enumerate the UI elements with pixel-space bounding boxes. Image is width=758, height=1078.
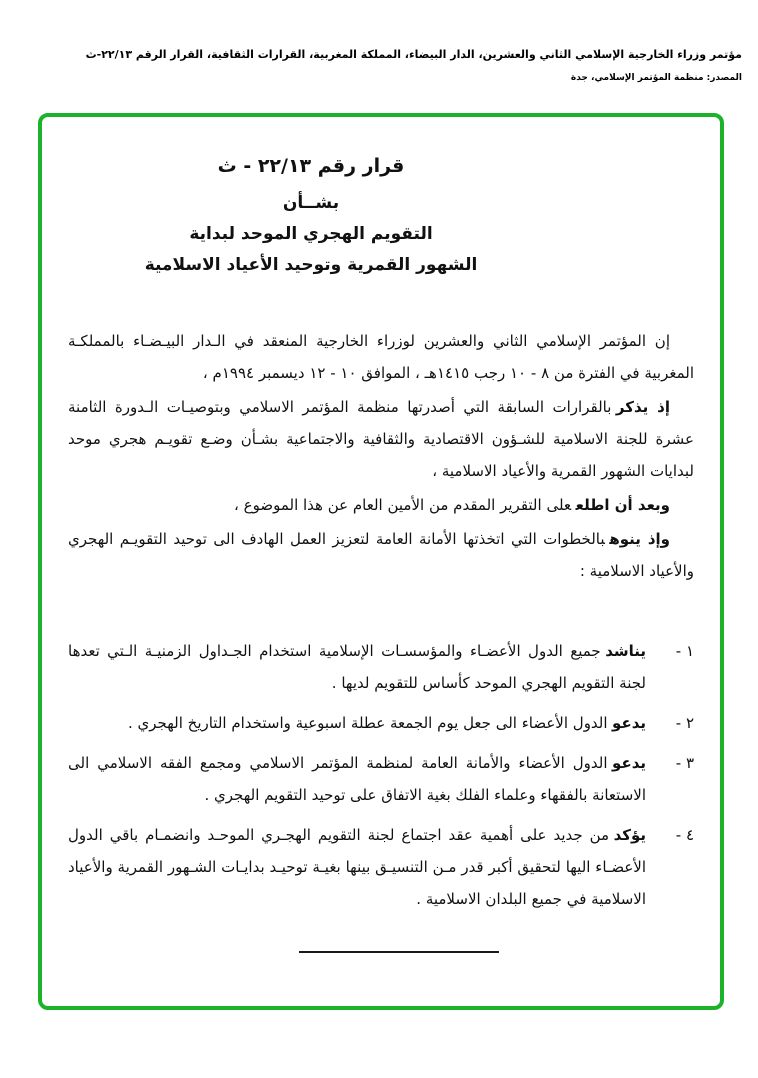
clause-text — [68, 707, 646, 739]
clause-item-3 — [68, 747, 694, 811]
paragraph-text: على التقرير المقدم من الأمين العام عن هذا الموضوع ، — [234, 496, 572, 514]
clause-item-1 — [68, 635, 694, 699]
clause-body: الدول الأعضاء الى جعل يوم الجمعة عطلة اسبوعية واستخدام التاريخ الهجري . — [127, 714, 608, 732]
paragraph-lead: وإذ ينوه — [609, 530, 670, 548]
clause-text — [68, 635, 646, 699]
paragraph-text: بالقرارات السابقة التي أصدرتها منظمة المؤتمر الاسلامي وبتوصيـات الـدورة الثامنة عشرة للجنة الاسلامية للشـؤون الاقتصادية والثقافية والاجتماعية بشـأن وضـع تقويـم هجري موحد لبدايات الشهور القمرية والأعياد الاسلامية ، — [68, 398, 694, 480]
clause-lead: يناشد — [605, 642, 646, 660]
preamble-recalling-paragraph — [68, 391, 694, 487]
clause-number: ٢ - — [675, 714, 694, 732]
header-publisher-line: المصدر: منظمة المؤتمر الإسلامي، جدة — [570, 73, 742, 83]
paragraph-text: بالخطوات التي اتخذتها الأمانة العامة لتعزيز العمل الهادف الى توحيد التقويـم الهجري والأعياد الاسلامية : — [68, 530, 694, 580]
document-header — [16, 48, 742, 84]
operative-clauses — [68, 635, 694, 915]
preamble-noting-paragraph — [68, 523, 694, 587]
resolution-border-box — [38, 113, 724, 1010]
clause-body: الدول الأعضاء والأمانة العامة لمنظمة المؤتمر الاسلامي ومجمع الفقه الاسلامي الى الاستعانة بالفقهاء وعلماء الفلك بغية الاتفاق على توحيد التقويم الهجري . — [68, 754, 646, 804]
clause-text — [68, 747, 646, 811]
clause-lead: يدعو — [612, 714, 646, 732]
paragraph-lead: وبعد أن اطلع — [575, 496, 670, 514]
clause-number: ٤ - — [675, 826, 694, 844]
resolution-number-title: قرار رقم ٢٢/١٣ - ث — [217, 155, 405, 177]
clause-lead: يؤكد — [613, 826, 646, 844]
clause-item-2 — [68, 707, 694, 739]
preamble-opening-paragraph — [68, 325, 694, 389]
title-subject-line-2: الشهور القمرية وتوحيد الأعياد الاسلامية — [144, 255, 478, 275]
header-source-line: مؤتمر وزراء الخارجية الإسلامي الثاني والعشرين، الدار البيضاء، المملكة المغربية، القرارات الثقافية، القرار الرقم ٢٢/١٣-ث — [85, 48, 742, 61]
title-regarding: بشــأن — [282, 193, 340, 213]
clause-lead: يدعو — [612, 754, 646, 772]
clause-number: ١ - — [675, 642, 694, 660]
paragraph-text: إن المؤتمر الإسلامي الثاني والعشرين لوزراء الخارجية المنعقد في الـدار البيـضـاء بالمملكـة المغربية في الفترة من ٨ - ١٠ رجب ١٤١٥هـ ، الموافق ١٠ - ١٢ ديسمبر ١٩٩٤م ، — [68, 332, 694, 382]
clause-text — [68, 819, 646, 915]
footer-divider — [299, 951, 499, 953]
clause-body: من جديد على أهمية عقد اجتماع لجنة التقويم الهجـري الموحـد وانضمـام باقي الدول الأعضـاء اليها لتحقيق أكبر قدر مـن التنسيـق بينها بغيـة توحيـد بدايـات الشـهور القمرية والأعياد الاسلامية في جميع البلدان الاسلامية . — [68, 826, 646, 908]
clause-body: جميع الدول الأعضـاء والمؤسسـات الإسلامية استخدام الجـداول الزمنيـة الـتي تعدها لجنة التقويم الهجري الموحد كأساس للتقويم لديها . — [68, 642, 646, 692]
preamble-report-paragraph — [68, 489, 694, 521]
clause-item-4 — [68, 819, 694, 915]
clause-number: ٣ - — [675, 754, 694, 772]
title-block — [0, 155, 624, 275]
paragraph-lead: إذ يذكر — [615, 398, 670, 416]
title-subject-line-1: التقويم الهجري الموحد لبداية — [189, 224, 433, 244]
preamble-block — [68, 325, 694, 587]
